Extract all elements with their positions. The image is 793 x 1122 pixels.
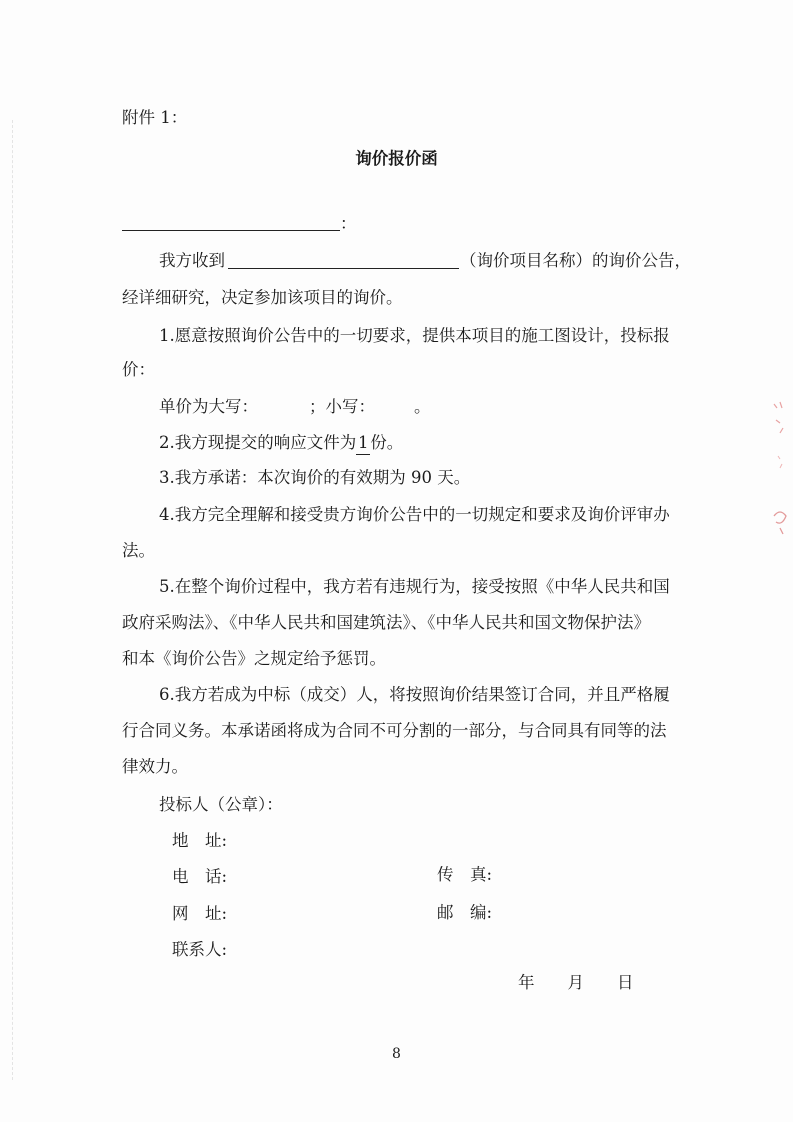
date-line: 年 月 日 (518, 973, 634, 992)
item4-line2: 法。 (122, 541, 155, 560)
fax-label: 传 真: (437, 865, 493, 884)
page-title: 询价报价函 (355, 149, 438, 168)
contact-label: 联系人: (172, 940, 228, 959)
item4-line1: 4.我方完全理解和接受贵方询价公告中的一切规定和要求及询价评审办 (159, 505, 670, 524)
item5-line2: 政府采购法》、《中华人民共和国建筑法》、《中华人民共和国文物保护法》 (122, 613, 650, 632)
item5-line1: 5.在整个询价过程中，我方若有违规行为，接受按照《中华人民共和国 (159, 577, 670, 596)
item2-suffix: 份。 (370, 433, 404, 452)
item5-line3: 和本《询价公告》之规定给予惩罚。 (122, 649, 386, 668)
intro-line2: 经详细研究，决定参加该项目的询价。 (122, 288, 403, 307)
item6-line1: 6.我方若成为中标（成交）人，将按照询价结果签订合同，并且严格履 (159, 685, 670, 704)
addressee-blank (122, 230, 340, 231)
item3: 3.我方承诺：本次询价的有效期为 90 天。 (159, 468, 471, 487)
item6-line3: 律效力。 (122, 757, 188, 776)
item2-count: 1 (356, 432, 370, 455)
project-name-blank (228, 268, 459, 269)
bidder-label: 投标人（公章）： (159, 795, 283, 814)
phone-label: 电 话: (172, 867, 228, 886)
address-label: 地 址: (172, 831, 228, 850)
addressee-colon: ： (340, 214, 357, 233)
item2 (159, 432, 403, 455)
stamp-bleed-marks (768, 398, 793, 548)
postcode-label: 邮 编: (437, 903, 493, 922)
attachment-label: 附件 1： (122, 108, 188, 127)
website-label: 网 址: (172, 904, 228, 923)
item2-prefix: 2.我方现提交的响应文件为 (159, 433, 357, 452)
unit-price-upper-label: 单价为大写： (159, 397, 258, 416)
intro-prefix: 我方收到 (159, 251, 225, 270)
item6-line2: 行合同义务。本承诺函将成为合同不可分割的一部分，与合同具有同等的法 (122, 721, 667, 740)
scan-edge-shadow (12, 120, 13, 1080)
unit-price-end: 。 (414, 397, 431, 416)
item1-line1: 1.愿意按照询价公告中的一切要求，提供本项目的施工图设计，投标报 (159, 326, 670, 345)
intro-suffix: （询价项目名称）的询价公告， (460, 251, 691, 270)
item1-line2: 价： (122, 360, 155, 379)
unit-price-lower-label: ；小写： (309, 397, 375, 416)
page-number: 8 (392, 1046, 401, 1062)
